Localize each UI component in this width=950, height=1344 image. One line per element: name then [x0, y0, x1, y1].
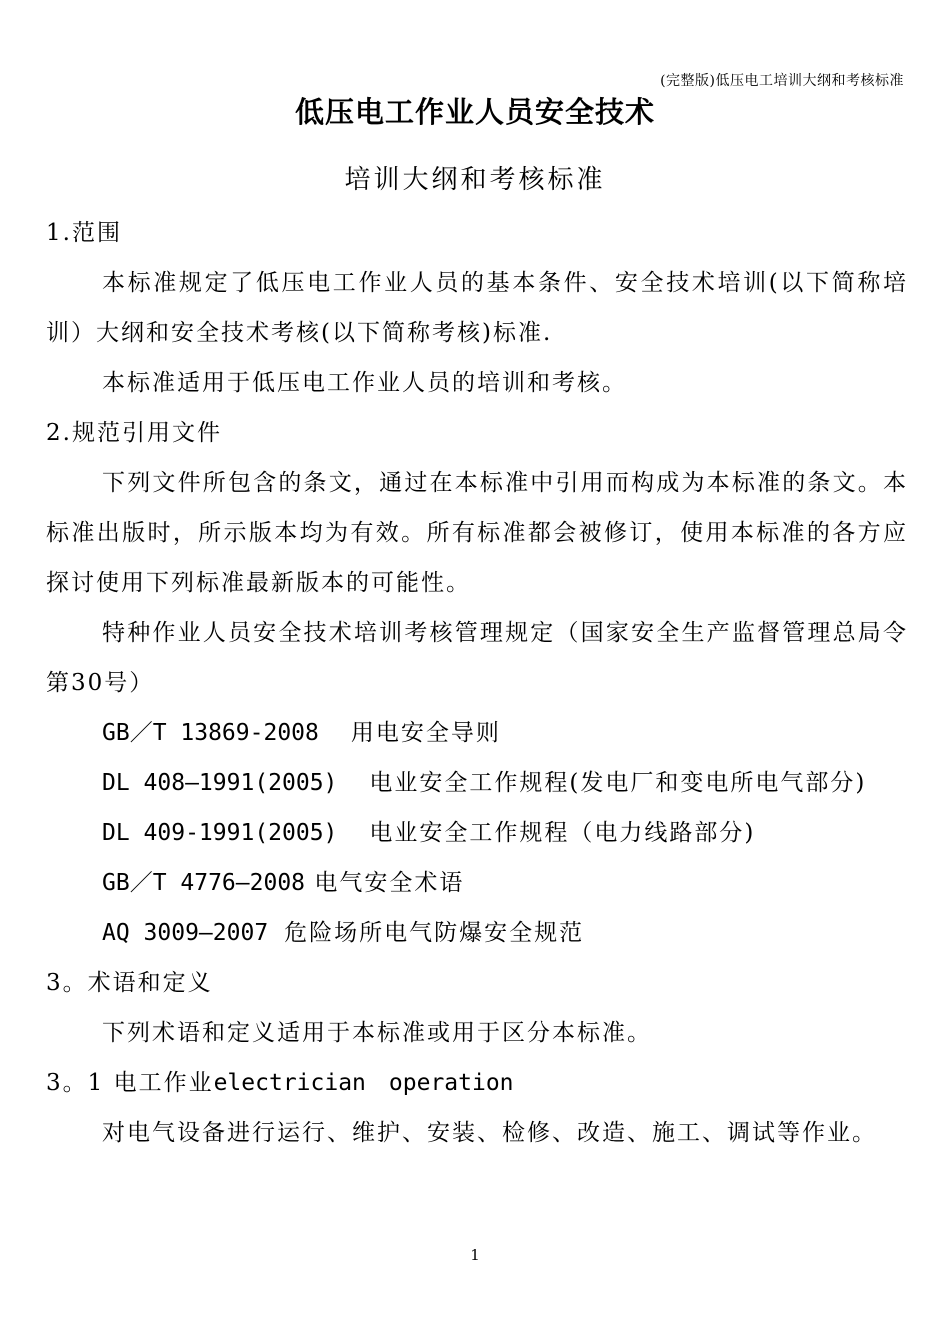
- section-3-1-heading-en: electrician operation: [213, 1070, 514, 1096]
- reference-code: DL 409-1991(2005): [102, 820, 338, 846]
- document-body: [46, 208, 908, 1158]
- section-3-1-paragraph-1: 对电气设备进行运行、维护、安装、检修、改造、施工、调试等作业。: [102, 1120, 877, 1146]
- section-2-paragraph-2: 特种作业人员安全技术培训考核管理规定（国家安全生产监督管理总局令第30号）: [46, 620, 908, 696]
- reference-name: 危险场所电气防爆安全规范: [284, 920, 585, 946]
- running-header: (完整版)低压电工培训大纲和考核标准: [660, 73, 904, 89]
- reference-code: GB／T 13869-2008: [102, 720, 319, 746]
- reference-name: 电业安全工作规程（电力线路部分): [369, 820, 756, 846]
- document-subtitle: 培训大纲和考核标准: [344, 165, 606, 195]
- section-3-paragraph-1: 下列术语和定义适用于本标准或用于区分本标准。: [102, 1020, 652, 1046]
- section-2-heading: 2.规范引用文件: [46, 420, 222, 446]
- section-3-heading: 3。术语和定义: [46, 970, 213, 996]
- section-3-1-heading: [46, 1058, 908, 1108]
- reference-name: 用电安全导则: [350, 720, 501, 746]
- reference-name: 电气安全术语: [314, 870, 465, 896]
- reference-code: AQ 3009—2007: [102, 920, 269, 946]
- section-1-heading: 1.范围: [46, 220, 122, 246]
- section-2-paragraph-1: 下列文件所包含的条文，通过在本标准中引用而构成为本标准的条文。本标准出版时，所示版本均为有效。所有标准都会被修订，使用本标准的各方应探讨使用下列标准最新版本的可能性。: [46, 470, 908, 596]
- section-1-paragraph-1: 本标准规定了低压电工作业人员的基本条件、安全技术培训(以下简称培训）大纲和安全技术考核(以下简称考核)标准.: [46, 270, 908, 346]
- reference-item: [46, 708, 908, 758]
- reference-code: GB／T 4776—2008: [102, 870, 306, 896]
- reference-name: 电业安全工作规程(发电厂和变电所电气部分): [369, 770, 867, 796]
- reference-item: [46, 758, 908, 808]
- reference-item: [46, 858, 908, 908]
- reference-code: DL 408—1991(2005): [102, 770, 338, 796]
- page-number: 1: [470, 1246, 480, 1264]
- section-1-paragraph-2: 本标准适用于低压电工作业人员的培训和考核。: [102, 370, 627, 396]
- reference-item: [46, 908, 908, 958]
- section-3-1-heading-cn: 3。1 电工作业: [46, 1070, 214, 1096]
- reference-item: [46, 808, 908, 858]
- document-title: 低压电工作业人员安全技术: [294, 95, 655, 129]
